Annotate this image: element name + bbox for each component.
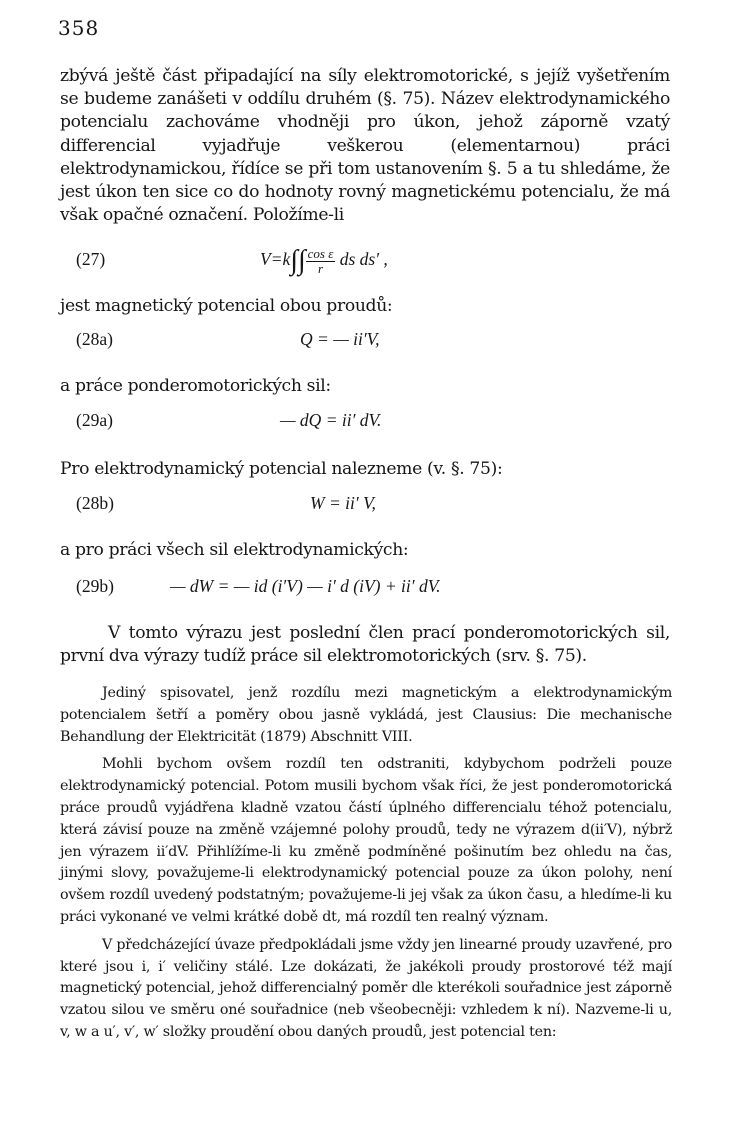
equation-29a	[60, 406, 670, 436]
fraction-denominator: r	[317, 260, 323, 276]
note-clausius: Jediný spisovatel, jenž rozdílu mezi magnetickým a elektrodynamickým potencialem šetří a poměry obou jasně vykládá, jest Clausius: Die mechanische Behandlung der Elektricität (1879) Abschnitt VIII.	[60, 685, 672, 745]
paragraph-all-work: a pro práci všech sil elektrodynamických:	[60, 540, 409, 561]
paragraph-intro: zbývá ještě část připadající na síly elektromotorické, s jejíž vyšetřením se budeme zanášeti v oddílu druhém (§. 75). Název elektrodynamického potencialu zachováme vhodněji pro úkon, jehož záporně vzatý differencial vyjadřuje veškerou (elementarnou) práci elektrodynamickou, řídíce se při tom ustanovením §. 5 a tu shledáme, že jest úkon ten sice co do hodnoty rovný magnetickému potencialu, že má však opačné označení. Položíme-li	[60, 66, 670, 226]
paragraph-work: a práce ponderomotorických sil:	[60, 375, 331, 396]
equation-28b	[60, 489, 670, 519]
main-text	[60, 65, 670, 669]
equation-number: (27)	[76, 249, 106, 270]
equation-body: — dQ = ii′ dV.	[280, 409, 382, 430]
equation-body: Q = — ii′V,	[300, 328, 380, 349]
fraction-numerator: cos ε	[307, 245, 334, 261]
equation-28a	[60, 325, 670, 355]
equation-body: W = ii′ V,	[310, 493, 376, 514]
equation-number: (29b)	[76, 576, 114, 597]
equation-29b	[60, 572, 670, 602]
double-integral-sign: ∫∫	[290, 245, 306, 277]
page-number: 358	[58, 16, 100, 40]
equation-number: (28b)	[76, 493, 114, 514]
paragraph-conclusion: V tomto výrazu jest poslední člen prací ponderomotorických sil, první dva výrazy tudíž práce sil elektromotorických (srv. §. 75).	[60, 623, 670, 667]
equation-number: (28a)	[76, 328, 113, 349]
note-difference: Mohli bychom ovšem rozdíl ten odstraniti, kdybychom podrželi pouze elektrodynamický potencial. Potom musili bychom však říci, že jest ponderomotorická práce proudů vyjádřena kladně vzatou částí úplného differencialu téhož potencialu, která závisí pouze na změně vzájemné polohy proudů, tedy ne výrazem d(ii′V), nýbrž jen výrazem ii′dV. Přihlížíme-li ku změně podmíněné pošinutím bez ohledu na čas, jinými slovy, považujeme-li elektrodynamický potencial pouze za úkon polohy, není ovšem rozdíl uvedený podstatným; považujeme-li jej však za úkon času, a hledíme-li ku práci vykonané ve velmi krátké době dt, má rozdíl ten realný význam.	[60, 756, 672, 925]
note-linear-currents: V předcházející úvaze předpokládali jsme vždy jen linearné proudy uzavřené, pro které jsou i, i′ veličiny stálé. Lze dokázati, že jakékoli proudy prostorové též mají magnetický potencial, jehož differencialný poměr dle kterékoli souřadnice jest záporně vzatou silou ve směru oné souřadnice (neb všeobecněji: vzhledem k ní). Nazveme-li u, v, w a u′, v′, w′ složky proudění obou daných proudů, jest potencial ten:	[60, 936, 672, 1040]
equation-number: (29a)	[76, 409, 113, 430]
footnotes	[60, 683, 672, 1044]
paragraph-electrodynamic: Pro elektrodynamický potencial nalezneme (v. §. 75):	[60, 458, 503, 479]
equation-lhs: V=k	[260, 249, 291, 270]
equation-rhs: ds ds′ ,	[339, 249, 388, 270]
paragraph-magnetic: jest magnetický potencial obou proudů:	[60, 296, 393, 317]
equation-body: — dW = — id (i′V) — i′ d (iV) + ii′ dV.	[170, 576, 441, 597]
fraction	[306, 247, 336, 276]
equation-27	[60, 241, 670, 281]
